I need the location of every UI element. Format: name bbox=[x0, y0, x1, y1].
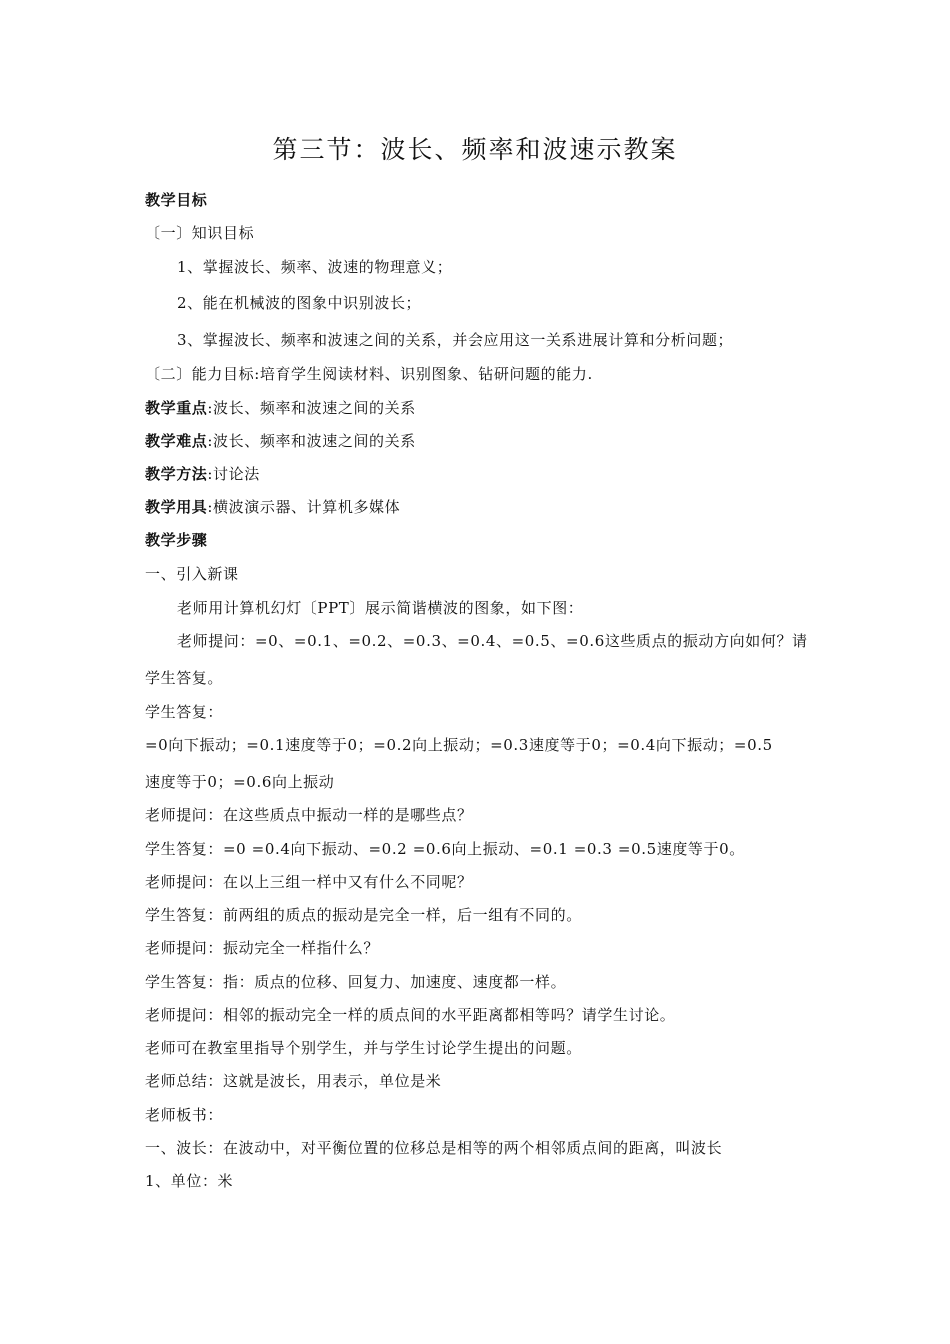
knowledge-item-2: 2、能在机械波的图象中识别波长； bbox=[177, 294, 422, 312]
ability-objective: 〔二〕能力目标:培育学生阅读材料、识别图象、钻研问题的能力. bbox=[145, 365, 593, 383]
paragraph-summary: 老师总结：这就是波长，用表示，单位是米 bbox=[145, 1072, 442, 1090]
paragraph-unit: 1、单位：米 bbox=[145, 1172, 234, 1190]
paragraph-question-4: 老师提问：振动完全一样指什么？ bbox=[145, 939, 380, 957]
knowledge-item-3: 3、掌握波长、频率和波速之间的关系，并会应用这一关系进展计算和分析问题； bbox=[177, 331, 734, 349]
method-label: 教学方法 bbox=[145, 465, 208, 483]
paragraph-board-label: 老师板书： bbox=[145, 1106, 224, 1124]
steps-heading: 教学步骤 bbox=[145, 531, 208, 549]
paragraph-question-1: 老师提问：=0、=0.1、=0.2、=0.3、=0.4、=0.5、=0.6这些质点的振动方向如何？请 bbox=[177, 632, 808, 650]
paragraph-question-1-cont: 学生答复。 bbox=[145, 669, 224, 687]
paragraph-answer-label: 学生答复： bbox=[145, 703, 224, 721]
knowledge-item-1: 1、掌握波长、频率、波速的物理意义； bbox=[177, 258, 453, 276]
paragraph-question-3: 老师提问：在以上三组一样中又有什么不同呢？ bbox=[145, 873, 473, 891]
objectives-heading: 教学目标 bbox=[145, 191, 208, 209]
paragraph-answer-3: 学生答复：前两组的质点的振动是完全一样，后一组有不同的。 bbox=[145, 906, 582, 924]
difficulties-value: :波长、频率和波速之间的关系 bbox=[207, 432, 416, 450]
key-points-value: :波长、频率和波速之间的关系 bbox=[207, 399, 416, 417]
tools-value: :横波演示器、计算机多媒体 bbox=[207, 498, 401, 516]
tools-label: 教学用具 bbox=[145, 498, 208, 516]
paragraph-ppt: 老师用计算机幻灯〔PPT〕展示简谐横波的图象，如下图： bbox=[177, 599, 584, 617]
difficulties-row bbox=[145, 429, 416, 453]
paragraph-answer-1: =0向下振动；=0.1速度等于0；=0.2向上振动；=0.3速度等于0；=0.4向下振动；=0.5 bbox=[145, 736, 773, 754]
paragraph-guidance: 老师可在教室里指导个别学生，并与学生讨论学生提出的问题。 bbox=[145, 1039, 582, 1057]
paragraph-answer-2: 学生答复：=0 =0.4向下振动、=0.2 =0.6向上振动、=0.1 =0.3 =0.5速度等于0。 bbox=[145, 840, 745, 858]
key-points-label: 教学重点 bbox=[145, 399, 208, 417]
section-intro-heading: 一、引入新课 bbox=[145, 565, 239, 583]
paragraph-answer-1-cont: 速度等于0；=0.6向上振动 bbox=[145, 773, 335, 791]
document-title: 第三节：波长、频率和波速示教案 bbox=[272, 135, 678, 164]
tools-row bbox=[145, 495, 400, 519]
method-value: :讨论法 bbox=[207, 465, 260, 483]
paragraph-question-5: 老师提问：相邻的振动完全一样的质点间的水平距离都相等吗？请学生讨论。 bbox=[145, 1006, 676, 1024]
paragraph-question-2: 老师提问：在这些质点中振动一样的是哪些点？ bbox=[145, 806, 473, 824]
paragraph-answer-4: 学生答复：指：质点的位移、回复力、加速度、速度都一样。 bbox=[145, 973, 567, 991]
difficulties-label: 教学难点 bbox=[145, 432, 208, 450]
knowledge-objective-label: 〔一〕知识目标 bbox=[145, 224, 255, 242]
key-points-row bbox=[145, 396, 416, 420]
paragraph-wavelength-definition: 一、波长：在波动中，对平衡位置的位移总是相等的两个相邻质点间的距离，叫波长 bbox=[145, 1139, 723, 1157]
method-row bbox=[145, 462, 260, 486]
